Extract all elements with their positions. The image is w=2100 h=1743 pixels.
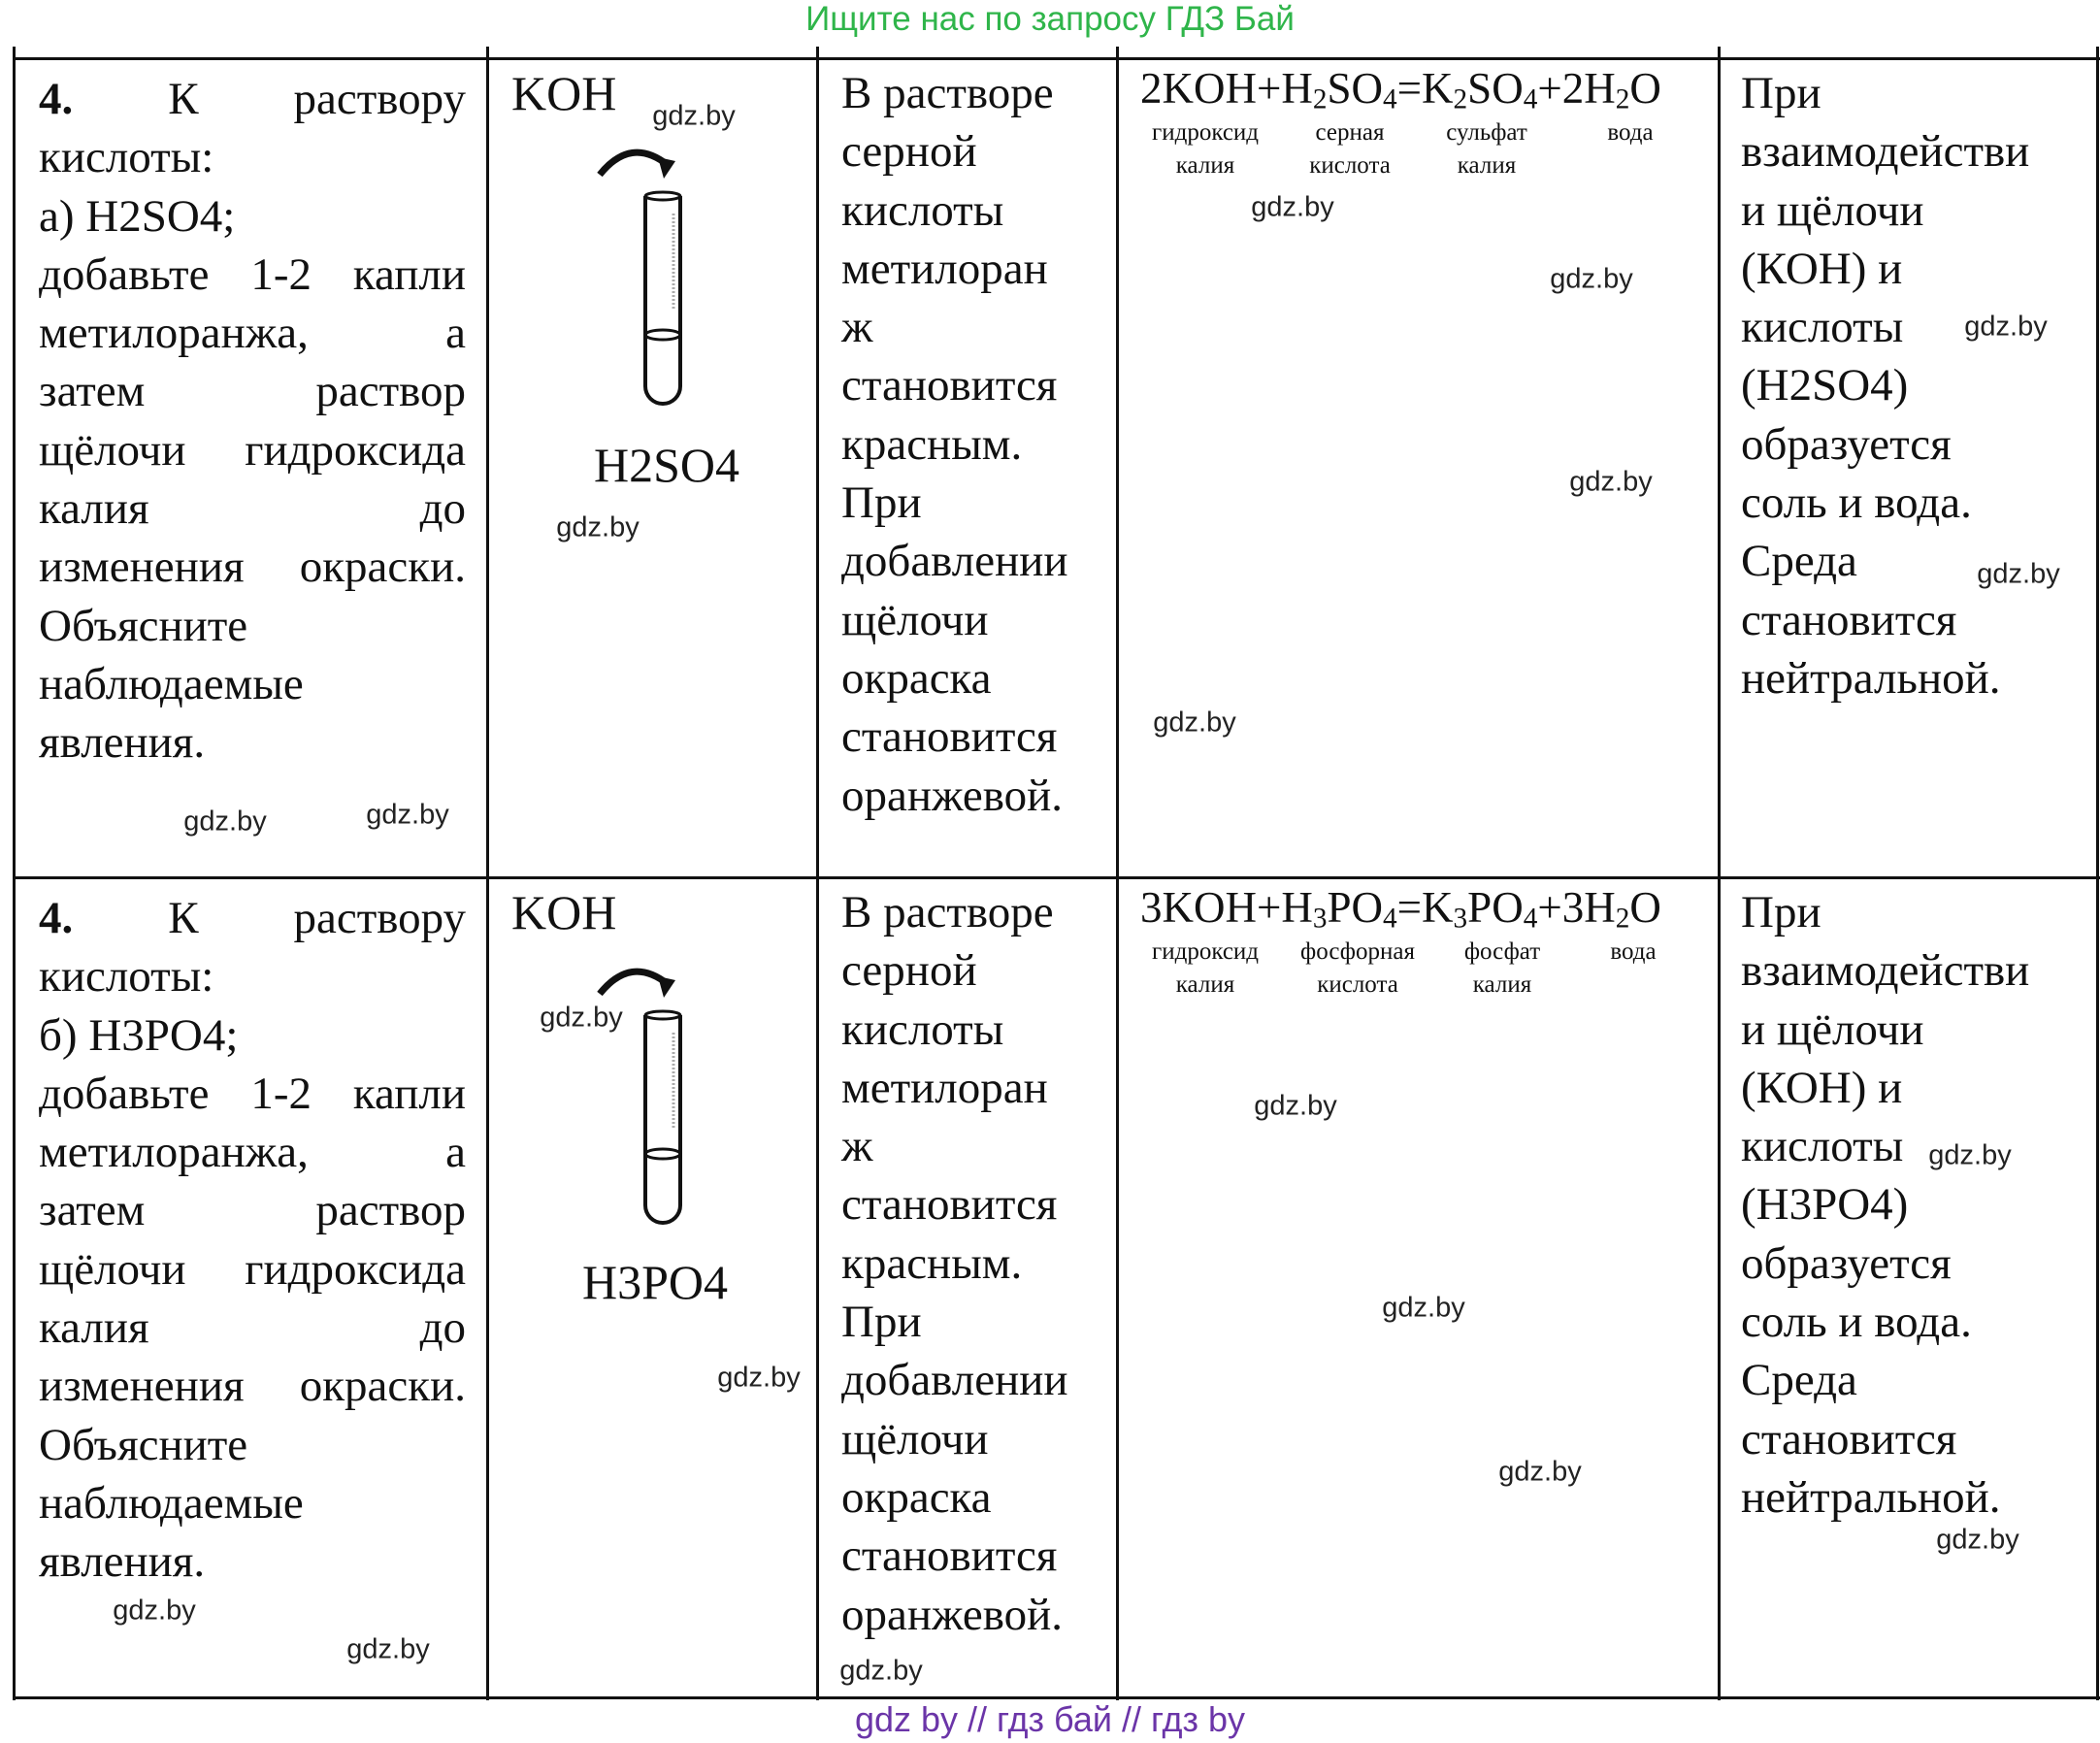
observation-line: метилоран	[841, 1062, 1048, 1113]
task-line: метилоранжа, а	[39, 1127, 466, 1178]
conclusion-line: нейтральной.	[1741, 1471, 2001, 1523]
watermark: gdz.by	[1254, 1090, 1337, 1122]
conclusion-line: и щёлочи	[1741, 1003, 1924, 1055]
watermark: gdz.by	[1153, 707, 1236, 739]
substance-name	[1300, 936, 1415, 1002]
observation-line: При	[841, 477, 922, 529]
search-hint-banner: Ищите нас по запросу ГДЗ Бай	[805, 0, 1295, 38]
conclusion-line: соль и вода.	[1741, 1297, 1972, 1348]
observation-line: красным.	[841, 1237, 1023, 1289]
task-line: метилоранжа, а	[39, 308, 466, 359]
watermark: gdz.by	[1569, 466, 1653, 498]
test-tube-icon	[592, 136, 708, 408]
substance-name-line: калия	[1472, 971, 1532, 998]
observation-line: становится	[841, 1530, 1058, 1582]
watermark: gdz.by	[346, 1633, 430, 1665]
conclusion-line: взаимодействи	[1741, 126, 2030, 178]
task-line: добавьте 1-2 капли	[39, 1068, 466, 1119]
watermark: gdz.by	[1928, 1139, 2012, 1171]
conclusion-line: нейтральной.	[1741, 652, 2001, 704]
observation-line: серной	[841, 945, 977, 997]
table-border-top	[14, 57, 2100, 60]
column-divider	[13, 47, 16, 1700]
task-line: наблюдаемые	[39, 1477, 304, 1529]
observation-line: При	[841, 1297, 922, 1348]
conclusion-line: кислоты	[1741, 302, 1904, 353]
observation-line: ж	[841, 302, 873, 353]
observation-line: метилоран	[841, 243, 1048, 294]
watermark: gdz.by	[556, 511, 640, 543]
conclusion-line: кислоты	[1741, 1121, 1904, 1172]
watermark: gdz.by	[113, 1595, 196, 1627]
observation-line: кислоты	[841, 184, 1004, 236]
conclusion-line: соль и вода.	[1741, 477, 1972, 529]
task-line: калия до	[39, 1302, 466, 1354]
observation-line: становится	[841, 360, 1058, 411]
substance-name	[1446, 116, 1527, 182]
row-divider	[14, 876, 2100, 879]
substance-name-line: вода	[1610, 938, 1657, 965]
observation-line: ж	[841, 1121, 873, 1172]
observation-line: оранжевой.	[841, 770, 1064, 821]
task-line: наблюдаемые	[39, 658, 304, 709]
observation-cell	[841, 883, 1068, 1644]
observation-cell	[841, 64, 1068, 825]
substance-name	[1610, 936, 1656, 969]
task-cell	[39, 889, 466, 1592]
conclusion-line: образуется	[1741, 1237, 1952, 1289]
watermark: gdz.by	[1550, 263, 1633, 295]
conclusion-line: (КОН) и	[1741, 243, 1903, 294]
task-line: Объясните	[39, 1419, 248, 1470]
substance-name-line: гидроксид	[1151, 119, 1260, 146]
substance-name-line: фосфат	[1463, 938, 1541, 965]
substance-name	[1152, 116, 1259, 182]
watermark: gdz.by	[652, 100, 736, 132]
observation-line: щёлочи	[841, 1413, 989, 1464]
conclusion-line: Среда	[1741, 1355, 1857, 1406]
reaction-equation: $3KOH+H_3PO_4=K_3PO_4+3H_2O$	[1140, 883, 1661, 935]
observation-line: окраска	[841, 1471, 992, 1523]
watermark: gdz.by	[366, 799, 449, 831]
tube-label: H2SO4	[593, 438, 740, 492]
observation-line: добавлении	[841, 536, 1068, 587]
conclusion-line: При	[1741, 887, 1821, 937]
watermark: gdz.by	[1977, 558, 2060, 590]
observation-line: кислоты	[841, 1003, 1004, 1055]
watermark: gdz.by	[1936, 1524, 2019, 1556]
task-line: щёлочи гидроксида	[39, 1243, 466, 1295]
column-divider	[2096, 47, 2099, 1700]
conclusion-line: и щёлочи	[1741, 184, 1924, 236]
task-line: калия до	[39, 483, 466, 535]
substance-name-line: гидроксид	[1151, 938, 1260, 965]
conclusion-cell	[1741, 883, 2029, 1527]
task-line: явления.	[39, 717, 206, 769]
reaction-equation: $2KOH+H_2SO_4=K_2SO_4+2H_2O$	[1140, 64, 1661, 115]
conclusion-line: (H3PO4)	[1741, 1179, 1909, 1231]
observation-line: серной	[841, 126, 977, 178]
reagent-label: KOH	[511, 885, 617, 939]
conclusion-line: При	[1741, 68, 1821, 118]
task-line: добавьте 1-2 капли	[39, 248, 466, 300]
task-line: затем раствор	[39, 1185, 466, 1236]
substance-name-line: фосфорная	[1300, 938, 1415, 965]
substance-name	[1309, 116, 1391, 182]
task-line: кислоты:	[39, 951, 214, 1003]
conclusion-line: Среда	[1741, 536, 1857, 587]
task-line: б) H3PO4;	[39, 1009, 239, 1061]
reagent-label: KOH	[511, 66, 617, 120]
substance-name-line: сульфат	[1446, 119, 1527, 146]
watermark: gdz.by	[1964, 311, 2048, 343]
task-line: 4. К раствору	[39, 74, 466, 124]
test-tube-icon	[592, 955, 708, 1227]
substance-name	[1464, 936, 1540, 1002]
substance-name-line: серная	[1315, 119, 1385, 146]
conclusion-line: (H2SO4)	[1741, 360, 1909, 411]
column-divider	[486, 47, 489, 1700]
substance-name	[1607, 116, 1653, 149]
conclusion-cell	[1741, 64, 2029, 707]
watermark: gdz.by	[839, 1655, 923, 1687]
conclusion-line: образуется	[1741, 418, 1952, 470]
substance-name-line: кислота	[1317, 971, 1398, 998]
conclusion-line: (КОН) и	[1741, 1062, 1903, 1113]
observation-line: В растворе	[841, 68, 1054, 118]
task-line: затем раствор	[39, 366, 466, 417]
watermark: gdz.by	[540, 1002, 623, 1034]
task-line: явления.	[39, 1536, 206, 1588]
watermark: gdz.by	[1498, 1456, 1582, 1488]
substance-name	[1152, 936, 1259, 1002]
conclusion-line: становится	[1741, 594, 1957, 645]
task-line: изменения окраски.	[39, 542, 466, 593]
conclusion-line: взаимодействи	[1741, 945, 2030, 997]
task-line: изменения окраски.	[39, 1361, 466, 1412]
substance-name-line: калия	[1457, 152, 1517, 179]
task-line: кислоты:	[39, 132, 214, 183]
task-line: щёлочи гидроксида	[39, 424, 466, 476]
watermark: gdz.by	[1382, 1292, 1465, 1324]
observation-line: оранжевой.	[841, 1589, 1064, 1640]
substance-name-line: кислота	[1309, 152, 1391, 179]
substance-name-line: калия	[1175, 152, 1235, 179]
observation-line: становится	[841, 711, 1058, 763]
task-line: а) H2SO4;	[39, 190, 236, 242]
column-divider	[1718, 47, 1721, 1700]
watermark: gdz.by	[717, 1362, 801, 1394]
substance-name-line: вода	[1607, 119, 1654, 146]
watermark: gdz.by	[1251, 191, 1334, 223]
observation-line: добавлении	[841, 1355, 1068, 1406]
observation-line: В растворе	[841, 887, 1054, 937]
footer-links: gdz by // гдз бай // гдз by	[854, 1699, 1246, 1739]
substance-name-line: калия	[1175, 971, 1235, 998]
task-cell	[39, 70, 466, 773]
observation-line: щёлочи	[841, 594, 989, 645]
observation-line: красным.	[841, 418, 1023, 470]
tube-label: H3PO4	[581, 1255, 729, 1309]
watermark: gdz.by	[183, 806, 267, 838]
column-divider	[1116, 47, 1119, 1700]
task-line: Объясните	[39, 600, 248, 651]
column-divider	[816, 47, 819, 1700]
conclusion-line: становится	[1741, 1413, 1957, 1464]
task-line: 4. К раствору	[39, 893, 466, 943]
observation-line: становится	[841, 1179, 1058, 1231]
observation-line: окраска	[841, 652, 992, 704]
